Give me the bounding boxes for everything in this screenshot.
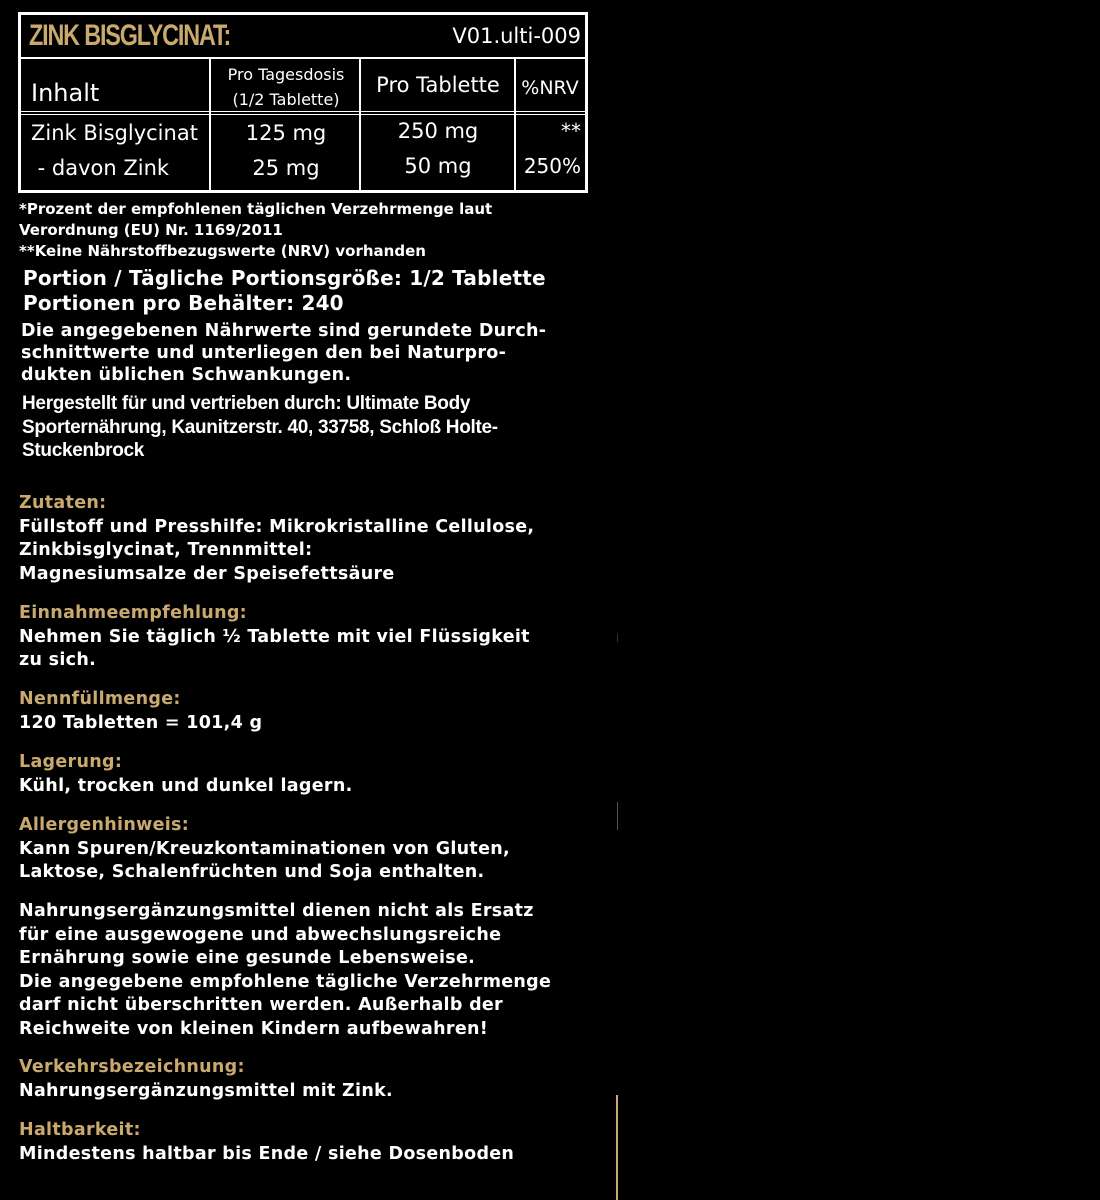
table-title-row: [21, 15, 585, 59]
footnote-line: *Prozent der empfohlenen täglichen Verzehrmenge laut: [19, 200, 493, 218]
text-line: für eine ausgewogene und abwechslungsreiche: [19, 924, 502, 945]
section-allergenhinweis: [19, 814, 609, 885]
column-divider: [514, 59, 516, 190]
portions-per-container: Portionen pro Behälter: 240: [23, 291, 344, 315]
disclaimer-line: dukten üblichen Schwankungen.: [21, 365, 352, 385]
rounding-disclaimer: [21, 320, 601, 386]
section-verkehrsbezeichnung: [19, 1056, 609, 1103]
section-text: [19, 1080, 609, 1104]
section-text: [19, 838, 609, 885]
section-text: [19, 712, 609, 736]
row-tagesdosis: 125 mg: [245, 121, 327, 145]
row-tagesdosis: 25 mg: [252, 156, 320, 180]
section-text: [19, 626, 609, 673]
product-title: ZINK BISGLYCINAT:: [29, 19, 231, 52]
table-row: [21, 154, 585, 189]
section-warning: [19, 900, 609, 1041]
row-tablette: 250 mg: [397, 119, 479, 143]
manufacturer-info: [22, 392, 602, 463]
row-nrv: 250%: [523, 154, 581, 178]
section-heading: Einnahmeempfehlung:: [19, 603, 247, 623]
section-haltbarkeit: [19, 1119, 609, 1166]
footnotes: [19, 199, 599, 262]
text-line: Nehmen Sie täglich ½ Tablette mit viel Flüssigkeit: [19, 626, 530, 647]
row-name: - davon Zink: [31, 156, 170, 180]
section-text: [19, 775, 609, 799]
text-line: 120 Tabletten = 101,4 g: [19, 712, 263, 733]
header-tagesdosis-line1: Pro Tagesdosis: [227, 65, 345, 84]
section-zutaten: [19, 492, 609, 586]
column-divider: [209, 59, 211, 190]
text-line: Füllstoff und Presshilfe: Mikrokristalline Cellulose,: [19, 516, 535, 537]
text-line: Laktose, Schalenfrüchten und Soja enthalten.: [19, 862, 485, 882]
text-line: Reichweite von kleinen Kindern aufbewahren!: [19, 1018, 489, 1039]
header-tagesdosis-line2: (1/2 Tablette): [232, 90, 340, 109]
edge-mark: [617, 802, 618, 830]
section-heading: Allergenhinweis:: [19, 815, 190, 835]
product-code: V01.ulti-009: [452, 24, 581, 48]
header-pro-tablette: Pro Tablette: [376, 73, 500, 97]
header-tagesdosis: [211, 62, 361, 112]
table-body: [21, 115, 585, 190]
edge-mark: [617, 634, 618, 642]
table-row: [21, 119, 585, 154]
disclaimer-line: schnittwerte und unterliegen den bei Naturpro-: [21, 343, 507, 363]
row-tablette: 50 mg: [404, 154, 472, 178]
section-text: [19, 516, 609, 587]
portion-info: [23, 266, 603, 316]
section-heading: Zutaten:: [19, 493, 107, 513]
section-einnahmeempfehlung: [19, 602, 609, 673]
section-text: [19, 1143, 609, 1167]
section-heading: Haltbarkeit:: [19, 1120, 141, 1140]
section-lagerung: [19, 751, 609, 798]
table-header-row: [21, 59, 585, 115]
text-line: Nahrungsergänzungsmittel dienen nicht als Ersatz: [19, 901, 534, 921]
portion-size: Portion / Tägliche Portionsgröße: 1/2 Tablette: [23, 266, 546, 290]
section-nennfuellmenge: [19, 688, 609, 735]
text-line: Die angegebene empfohlene tägliche Verzehrmenge: [19, 971, 552, 992]
row-name: Zink Bisglycinat: [31, 121, 198, 145]
manufacturer-line: Sporternährung, Kaunitzerstr. 40, 33758, Schloß Holte-: [22, 416, 498, 438]
section-heading: Nennfüllmenge:: [19, 689, 181, 709]
header-nrv: %NRV: [521, 77, 579, 99]
text-line: Mindestens haltbar bis Ende / siehe Dosenboden: [19, 1143, 515, 1164]
text-line: Kann Spuren/Kreuzkontaminationen von Gluten,: [19, 838, 510, 859]
text-line: Nahrungsergänzungsmittel mit Zink.: [19, 1080, 393, 1101]
footnote-line: **Keine Nährstoffbezugswerte (NRV) vorhanden: [19, 242, 426, 260]
gold-divider-line: [616, 1095, 618, 1200]
manufacturer-line: Hergestellt für und vertrieben durch: Ultimate Body: [22, 393, 471, 414]
section-text: [19, 900, 609, 1041]
text-line: Zinkbisglycinat, Trennmittel:: [19, 540, 313, 560]
row-nrv: **: [561, 119, 581, 143]
text-line: darf nicht überschritten werden. Außerhalb der: [19, 995, 503, 1015]
section-heading: Verkehrsbezeichnung:: [19, 1057, 245, 1077]
text-line: Ernährung sowie eine gesunde Lebensweise.: [19, 948, 476, 968]
nutrition-table: [18, 12, 588, 193]
text-line: Magnesiumsalze der Speisefettsäure: [19, 563, 395, 584]
column-divider: [359, 59, 361, 190]
section-heading: Lagerung:: [19, 752, 123, 772]
text-line: zu sich.: [19, 650, 97, 670]
text-line: Kühl, trocken und dunkel lagern.: [19, 775, 353, 796]
manufacturer-line: Stuckenbrock: [22, 440, 145, 461]
footnote-line: Verordnung (EU) Nr. 1169/2011: [19, 221, 283, 239]
header-inhalt: Inhalt: [31, 79, 100, 107]
disclaimer-line: Die angegebenen Nährwerte sind gerundete Durch-: [21, 321, 547, 341]
